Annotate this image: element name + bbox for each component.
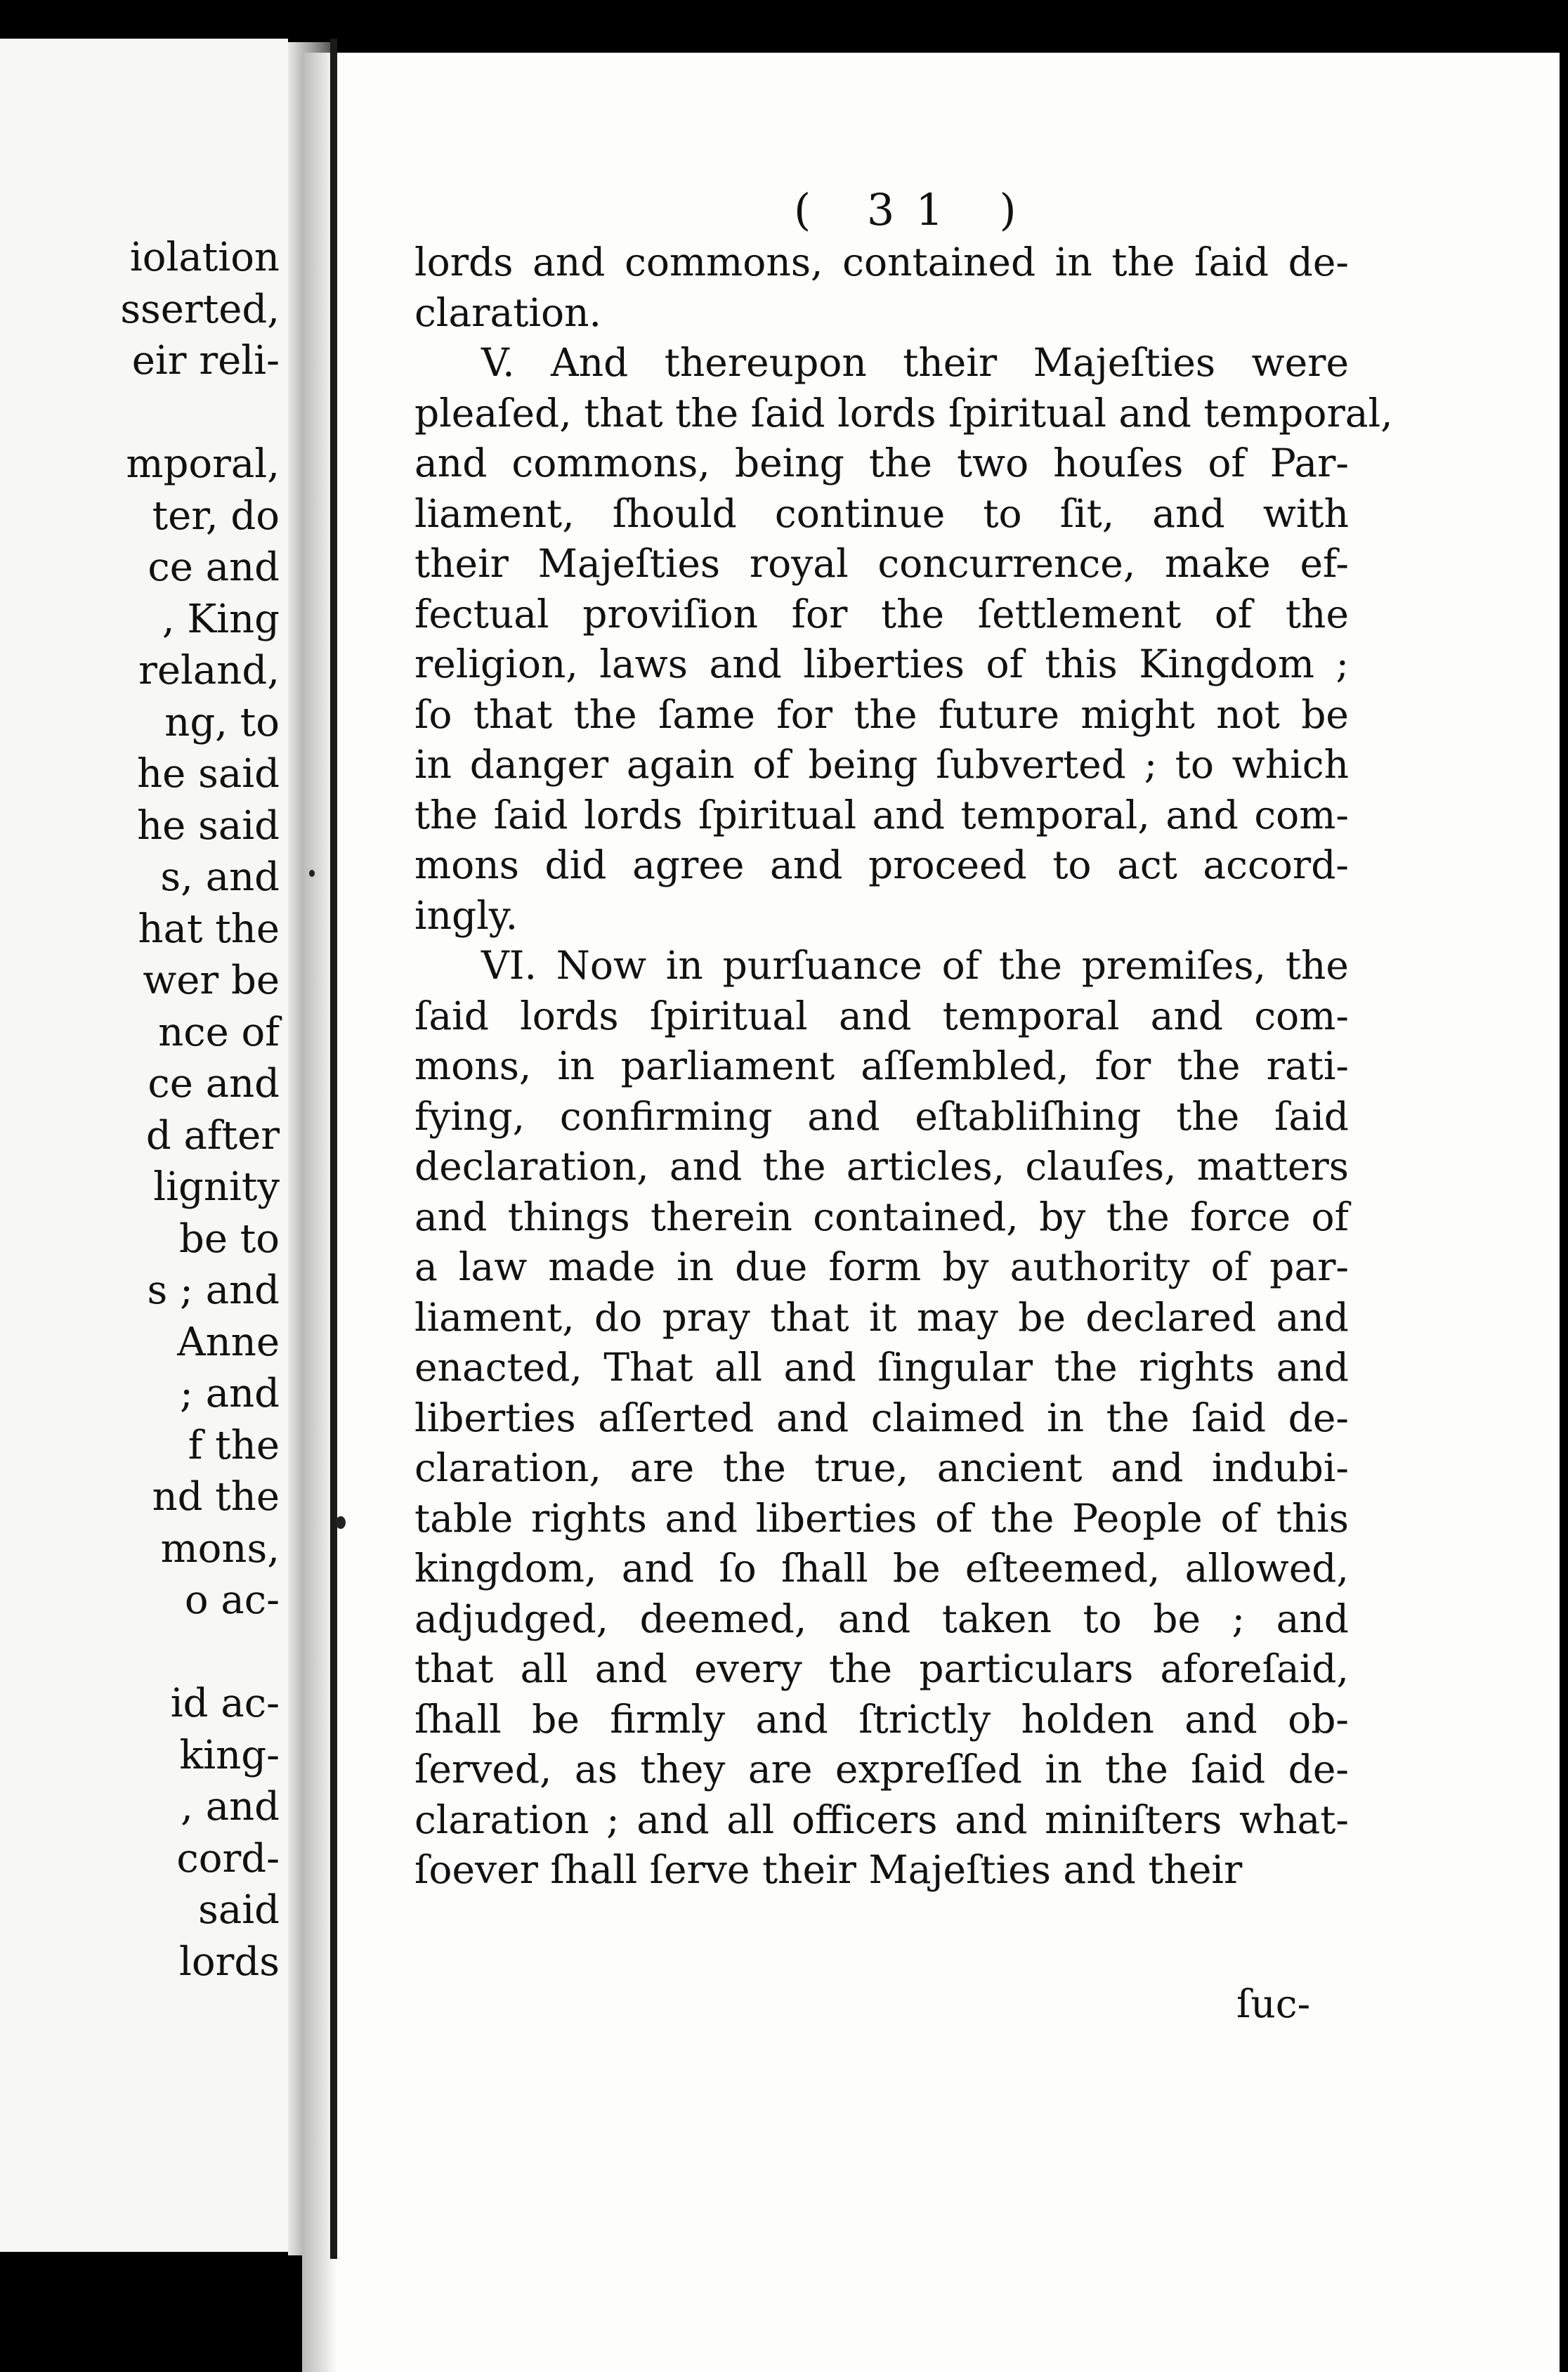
left-page-line: cord- (176, 1835, 280, 1882)
left-page-line: be to (178, 1216, 280, 1262)
catchword: ſuc- (1236, 1981, 1311, 2026)
ink-speck (309, 870, 315, 877)
left-page-line: ; and (180, 1371, 280, 1416)
left-page-line: nce of (158, 1009, 280, 1055)
left-page-line: f the (188, 1422, 280, 1468)
text-line: lords and commons, contained in the ſaid de- (414, 240, 1349, 285)
left-page-line: hat the (138, 906, 280, 952)
text-line: declaration, and the articles, clauſes, matters (414, 1144, 1349, 1189)
left-page-line: d after (145, 1112, 280, 1159)
text-line: liament, ſhould continue to ſit, and with (414, 490, 1349, 536)
book-gutter (330, 39, 337, 2259)
left-page-line: , and (181, 1784, 280, 1830)
text-line: adjudged, deemed, and taken to be ; and (414, 1596, 1349, 1641)
right-page-text (414, 237, 1393, 1896)
text-line: the ſaid lords ſpiritual and temporal, and com- (414, 792, 1349, 838)
left-page-line: mporal, (126, 441, 280, 487)
ink-speck (336, 1516, 346, 1529)
left-page-line: o ac- (184, 1577, 280, 1623)
text-line: that all and every the particulars aforeſaid, (414, 1646, 1349, 1691)
text-line: fying, confirming and eſtabliſhing the ſaid (414, 1093, 1349, 1139)
left-page-line: ce and (148, 1061, 280, 1107)
text-line: enacted, That all and ſingular the rights and (414, 1345, 1349, 1390)
text-line: VI. Now in purſuance of the premiſes, the (481, 943, 1349, 988)
left-page-line (0, 1627, 288, 1679)
left-page-line: id ac- (170, 1681, 280, 1726)
left-page-line: eir reli- (131, 338, 280, 384)
text-line: kingdom, and ſo ſhall be eſteemed, allowed, (414, 1546, 1349, 1591)
left-page-line: reland, (138, 648, 280, 693)
text-line: ingly. (414, 892, 518, 938)
text-line: claration, are the true, ancient and indubi- (414, 1445, 1349, 1490)
text-line: fectual proviſion for the ſettlement of the (414, 591, 1349, 637)
text-line: ſerved, as they are expreſſed in the ſaid de- (414, 1747, 1349, 1792)
text-line: ſo that the ſame for the future might not be (414, 691, 1349, 737)
text-line: ſoever ſhall ſerve their Majeſties and their (414, 1847, 1243, 1892)
text-line: ſaid lords ſpiritual and temporal and com- (414, 993, 1349, 1038)
text-line: liberties aſſerted and claimed in the ſaid de- (414, 1395, 1349, 1440)
text-line: in danger again of being ſubverted ; to which (414, 742, 1349, 787)
text-line: ſhall be firmly and ſtrictly holden and ob- (414, 1696, 1349, 1742)
text-line: claration. (414, 289, 601, 335)
text-line: pleaſed, that the ſaid lords ſpiritual and temporal, (414, 390, 1393, 436)
text-line: table rights and liberties of the People of this (414, 1495, 1349, 1541)
text-line: mons did agree and proceed to act accord- (414, 842, 1349, 887)
left-page-line: lignity (153, 1164, 280, 1210)
left-page-line: he said (137, 751, 280, 797)
left-page-line: ter, do (152, 493, 280, 539)
left-page-line: lords (179, 1938, 280, 1985)
text-line: their Majeſties royal concurrence, make ef- (414, 541, 1349, 586)
left-page-line: wer be (143, 958, 280, 1003)
text-line: and things therein contained, by the force of (414, 1194, 1349, 1239)
left-page-line: sserted, (120, 286, 280, 332)
left-page-line: he said (137, 802, 280, 849)
left-page-line: Anne (177, 1319, 280, 1365)
text-line: mons, in parliament aſſembled, for the rati- (414, 1043, 1349, 1088)
left-page-line: mons, (160, 1525, 280, 1572)
left-page-line: s, and (160, 854, 280, 900)
text-line: V. And thereupon their Majeſties were (481, 340, 1349, 385)
left-page-line (0, 387, 288, 439)
left-page-line: nd the (152, 1474, 280, 1520)
left-page-line: said (198, 1887, 280, 1933)
left-page-line: s ; and (147, 1268, 280, 1313)
left-page-line: king- (179, 1732, 280, 1778)
text-line: a law made in due form by authority of par- (414, 1244, 1349, 1289)
text-line: and commons, being the two houſes of Par- (414, 441, 1349, 486)
left-page-line: iolation (129, 235, 280, 280)
text-line: religion, laws and liberties of this Kingdom ; (414, 641, 1349, 686)
text-line: claration ; and all officers and miniſters what- (414, 1797, 1349, 1842)
left-page-line: ce and (148, 545, 280, 590)
left-page-line: , King (162, 596, 280, 642)
page-number: ( 31 ) (794, 184, 1038, 235)
left-page-text (0, 232, 288, 1988)
text-line: liament, do pray that it may be declared and (414, 1294, 1349, 1340)
left-page-line: ng, to (164, 699, 280, 745)
